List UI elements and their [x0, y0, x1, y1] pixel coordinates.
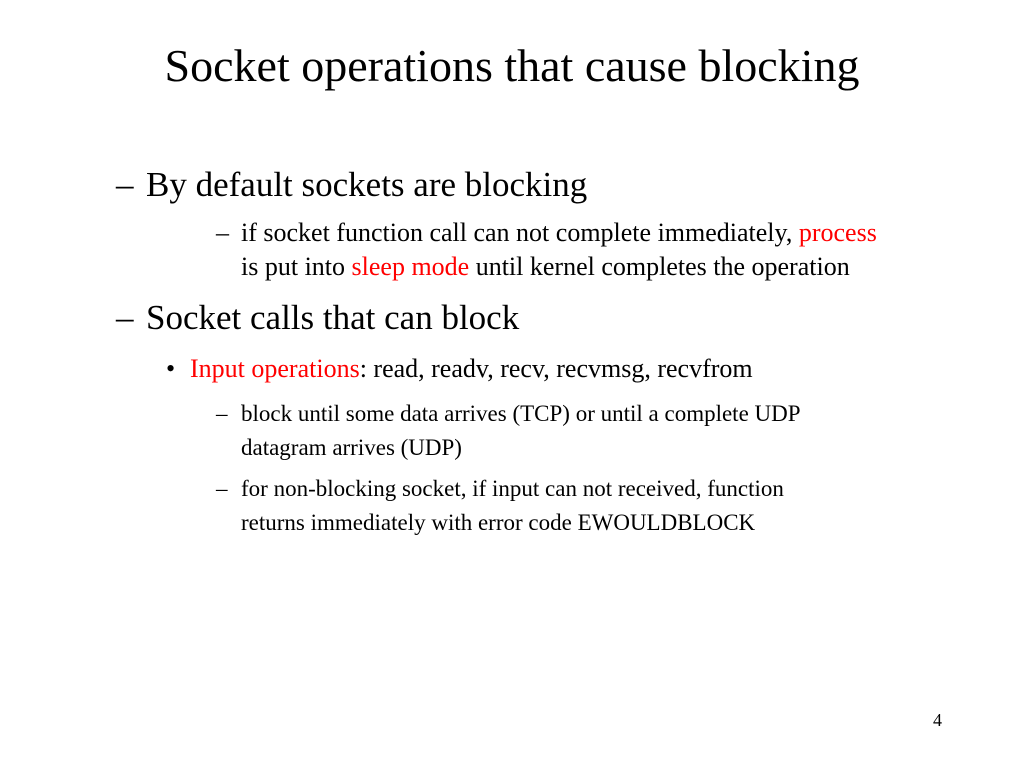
detail-text: until kernel completes the operation: [469, 252, 850, 281]
level2-bullet-marker: •: [166, 354, 176, 383]
level3-dash-marker: –: [216, 476, 228, 501]
level3-dash-marker: –: [216, 401, 228, 426]
level1-dash-marker: –: [116, 165, 134, 204]
slide-title: Socket operations that cause blocking: [164, 40, 860, 91]
level1-dash-marker: –: [116, 298, 134, 337]
process-highlight: process: [798, 218, 877, 247]
page-number: 4: [933, 710, 942, 730]
default-blocking-heading: By default sockets are blocking: [146, 165, 588, 204]
sleep-mode-highlight: sleep mode: [351, 252, 470, 281]
input-operations-list: : read, readv, recv, recvmsg, recvfrom: [359, 354, 753, 383]
input-detail-line: for non-blocking socket, if input can not received, function: [241, 476, 784, 501]
detail-text: is put into: [241, 252, 352, 281]
default-blocking-detail-line-2: [241, 251, 850, 282]
input-detail-line: datagram arrives (UDP): [241, 435, 462, 460]
input-operations-line: [190, 353, 753, 384]
level3-dash-marker: –: [216, 218, 229, 247]
input-detail-line: returns immediately with error code EWOULDBLOCK: [241, 510, 756, 535]
default-blocking-detail-line-1: [241, 217, 877, 248]
input-detail-line: block until some data arrives (TCP) or until a complete UDP: [241, 401, 801, 426]
detail-text: if socket function call can not complete immediately,: [241, 218, 799, 247]
blocking-calls-heading: Socket calls that can block: [146, 298, 520, 337]
input-operations-label: Input operations: [190, 354, 360, 383]
